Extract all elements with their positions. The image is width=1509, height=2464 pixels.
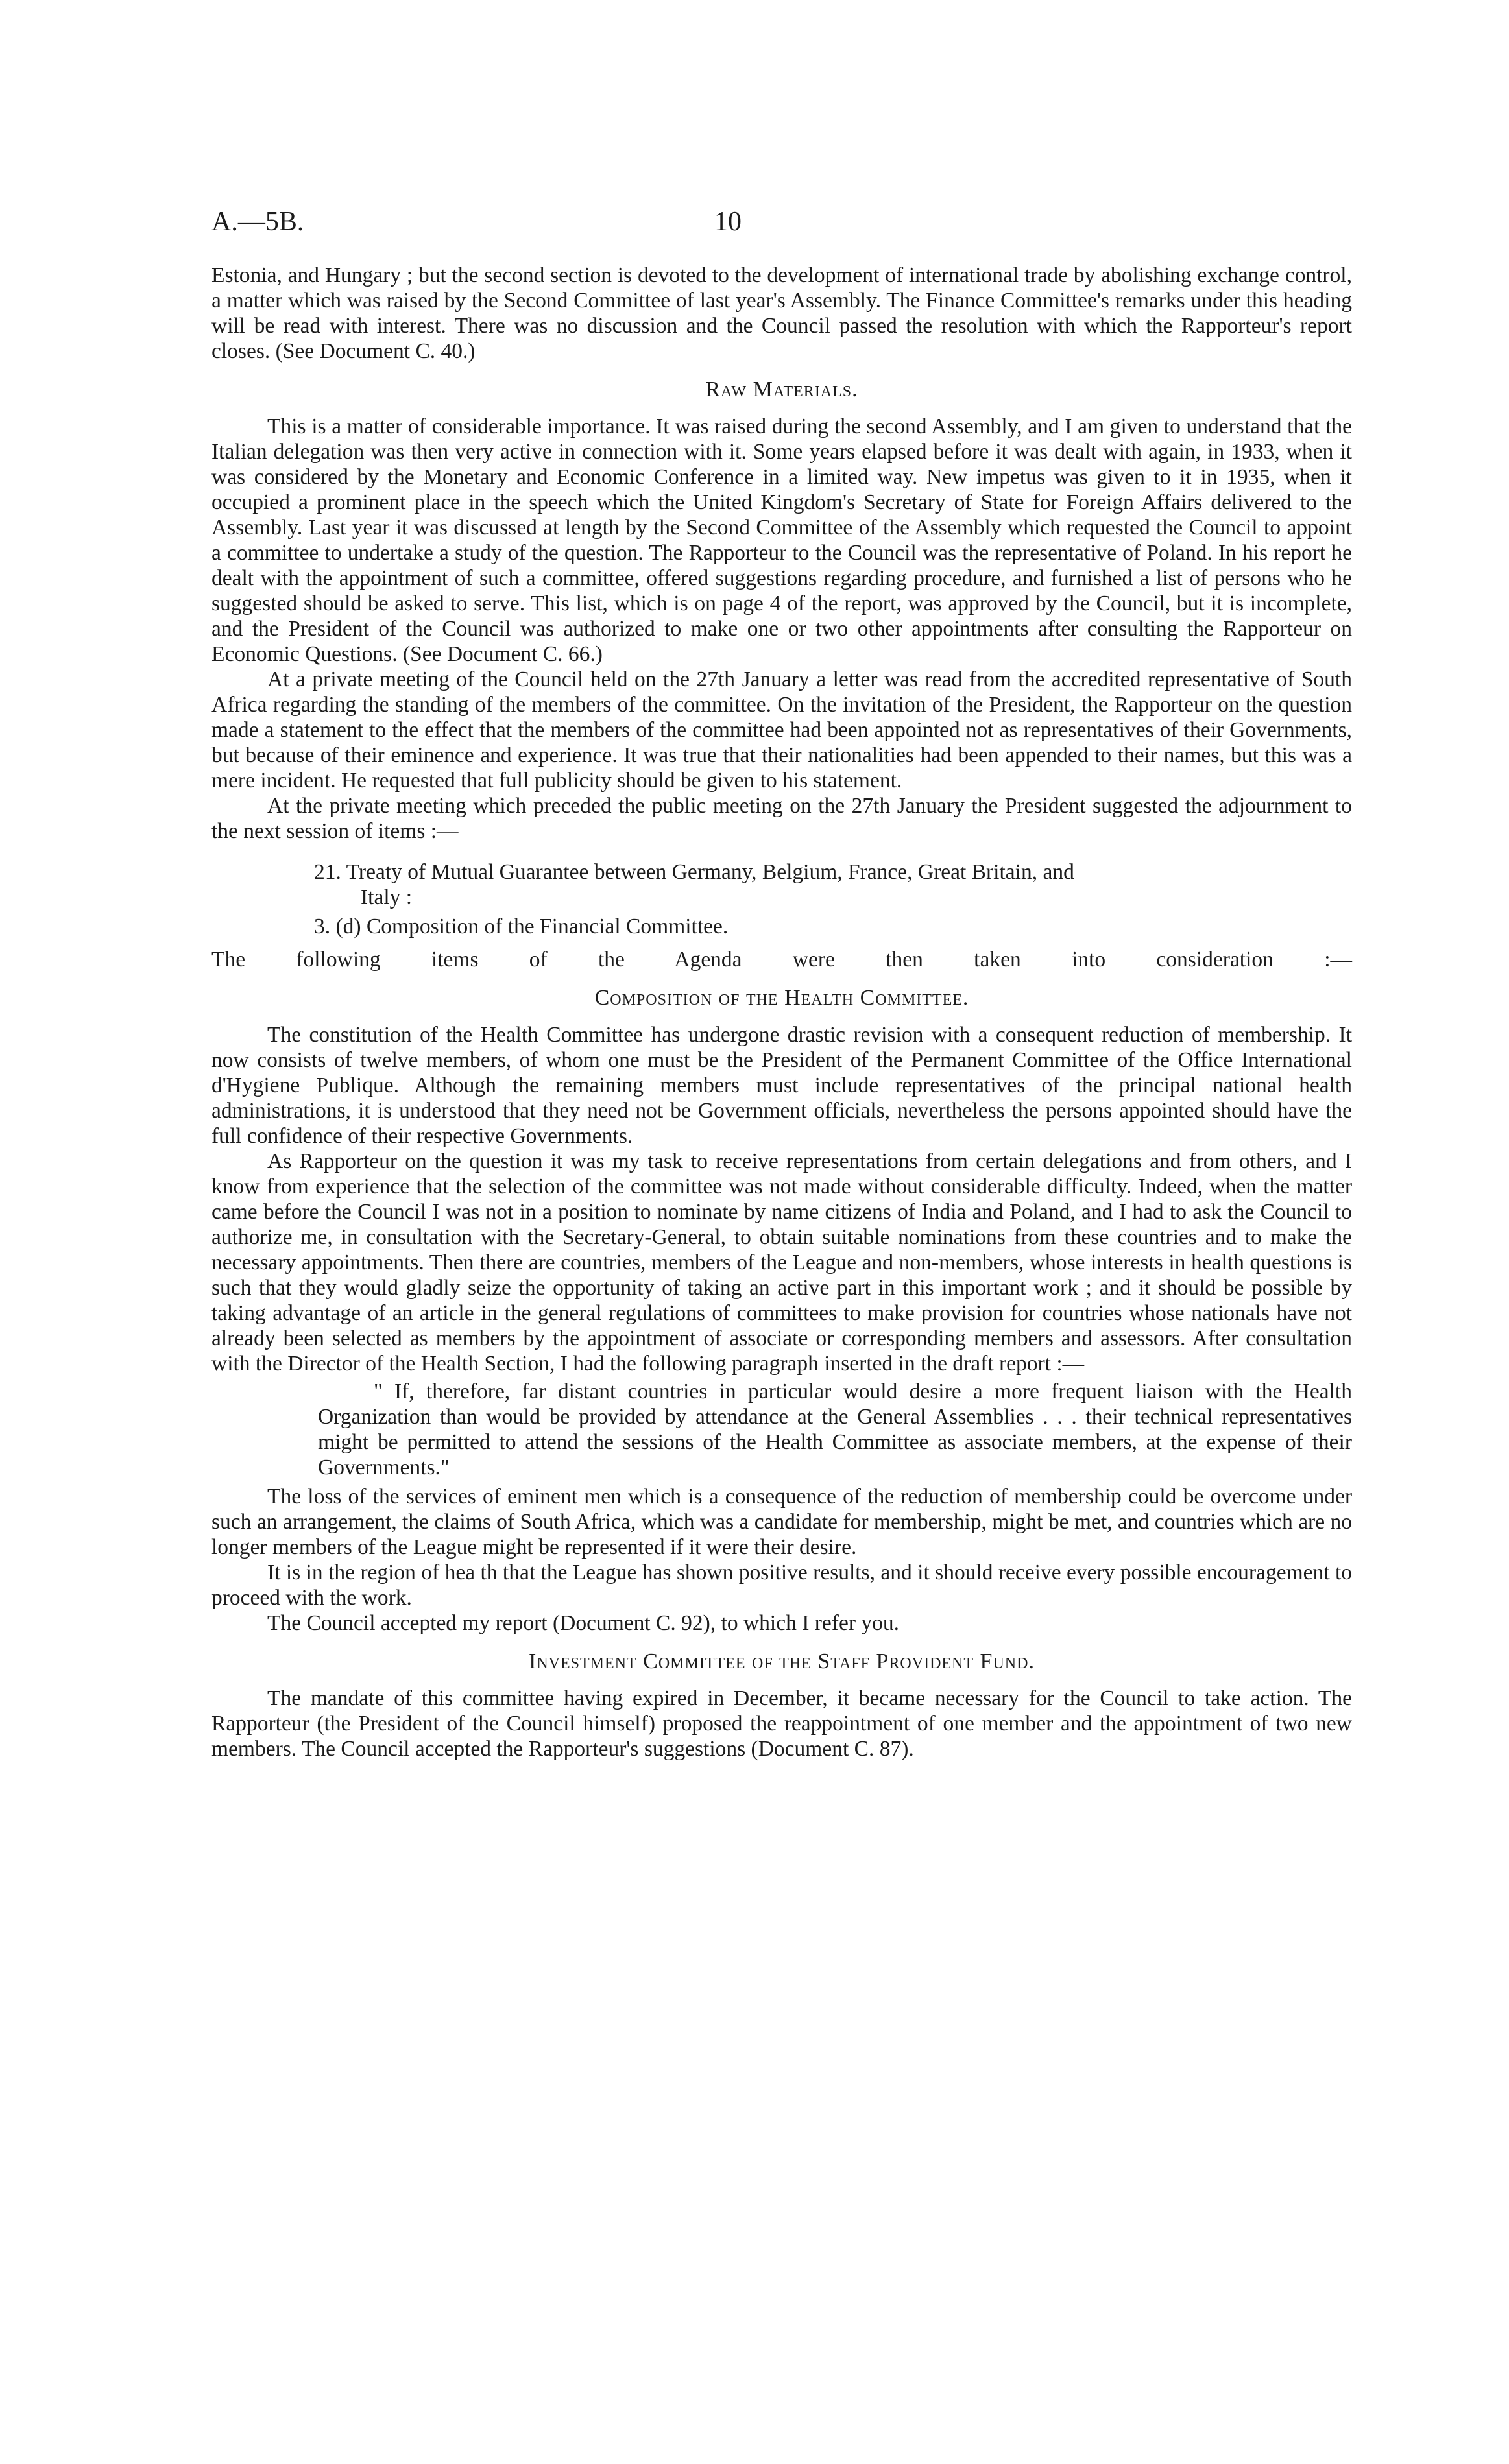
- list-item: 3. (d) Composition of the Financial Committee.: [314, 915, 729, 939]
- block-quote: [211, 1379, 1352, 1480]
- page-number: 10: [714, 207, 742, 237]
- paragraph-continuation: Estonia, and Hungary ; but the second section is devoted to the development of international trade by abolishing exchange control, a matter which was raised by the Second Committee of last year's Assembly. The Finance Committee's remarks under this heading will be read with interest. There was no discussion and the Council passed the resolution with which the Rapporteur's report closes. (See Document C. 40.): [211, 263, 1352, 363]
- paragraph: At the private meeting which preceded the public meeting on the 27th January the President suggested the adjournment to the next session of items :—: [211, 794, 1352, 843]
- document-reference: A.—5B.: [211, 207, 304, 237]
- adjourned-items-list: [211, 859, 1352, 939]
- list-item: [314, 859, 1352, 910]
- paragraph: As Rapporteur on the question it was my task to receive representations from certain delegations and from others, and I know from experience that the selection of the committee was not made without considerable difficulty. Indeed, when the matter came before the Council I was not in a position to nominate by name citizens of India and Poland, and I had to ask the Council to authorize me, in consultation with the Secretary-General, to obtain suitable nominations from these countries and to make the necessary appointments. Then there are countries, members of the League and non-members, whose interests in health questions is such that they would gladly seize the opportunity of taking an active part in this important work ; and it should be possible by taking advantage of an article in the general regulations of committees to make provision for countries whose nationals have not already been selected as members by the appointment of associate or corresponding members and assessors. After consultation with the Director of the Health Section, I had the following paragraph inserted in the draft report :—: [211, 1149, 1352, 1376]
- list-item-text: 21. Treaty of Mutual Guarantee between Germany, Belgium, France, Great Britain, and: [314, 860, 1074, 884]
- paragraph: At a private meeting of the Council held on the 27th January a letter was read from the accredited representative of South Africa regarding the standing of the members of the committee. On the invitation of the President, the Rapporteur on the question made a statement to the effect that the members of the committee had been appointed not as representatives of their Governments, but because of their eminence and experience. It was true that their nationalities had been appended to their names, but this was a mere incident. He requested that full publicity should be given to his statement.: [211, 667, 1352, 793]
- list-item-text-continued: Italy :: [361, 885, 413, 909]
- paragraph: The Council accepted my report (Document C. 92), to which I refer you.: [267, 1611, 899, 1635]
- page-header: [211, 206, 1353, 245]
- paragraph: The mandate of this committee having expired in December, it became necessary for the Council to take action. The Rapporteur (the President of the Council himself) proposed the reappointment of one member and the appointment of two new members. The Council accepted the Rapporteur's suggestions (Document C. 87).: [211, 1686, 1352, 1761]
- quote-text: " If, therefore, far distant countries in particular would desire a more frequent liaison with the Health Organization than would be provided by attendance at the General Assemblies . . . their technical representatives might be permitted to attend the sessions of the Health Committee as associate members, at the expense of their Governments.": [318, 1380, 1352, 1479]
- document-body: [211, 263, 1352, 1762]
- section-heading-raw-materials: Raw Materials.: [705, 377, 858, 401]
- paragraph: The constitution of the Health Committee has undergone drastic revision with a consequent reduction of membership. It now consists of twelve members, of whom one must be the President of the Permanent Committee of the Office International d'Hygiene Publique. Although the remaining members must include representatives of the principal national health administrations, it is understood that they need not be Government officials, nevertheless the persons appointed should have the full confidence of their respective Governments.: [211, 1023, 1352, 1148]
- paragraph: It is in the region of hea th that the League has shown positive results, and it should receive every possible encouragement to proceed with the work.: [211, 1561, 1352, 1610]
- paragraph: This is a matter of considerable importance. It was raised during the second Assembly, and I am given to understand that the Italian delegation was then very active in connection with it. Some years elapsed before it was dealt with again, in 1933, when it was considered by the Monetary and Economic Conference in a limited way. New impetus was given to it in 1935, when it occupied a prominent place in the speech which the United Kingdom's Secretary of State for Foreign Affairs delivered to the Assembly. Last year it was discussed at length by the Second Committee of the Assembly which requested the Council to appoint a committee to undertake a study of the question. The Rapporteur to the Council was the representative of Poland. In his report he dealt with the appointment of such a committee, offered suggestions regarding procedure, and furnished a list of persons who he suggested should be asked to serve. This list, which is on page 4 of the report, was approved by the Council, but it is incomplete, and the President of the Council was authorized to make one or two other appointments after consulting the Rapporteur on Economic Questions. (See Document C. 66.): [211, 414, 1352, 666]
- section-heading-investment-committee: Investment Committee of the Staff Provident Fund.: [529, 1649, 1035, 1673]
- paragraph: The following items of the Agenda were then taken into consideration :—: [211, 948, 1352, 972]
- section-heading-health-committee: Composition of the Health Committee.: [594, 986, 969, 1010]
- paragraph: The loss of the services of eminent men which is a consequence of the reduction of membership could be overcome under such an arrangement, the claims of South Africa, which was a candidate for membership, might be met, and countries which are no longer members of the League might be represented if it were their desire.: [211, 1485, 1352, 1559]
